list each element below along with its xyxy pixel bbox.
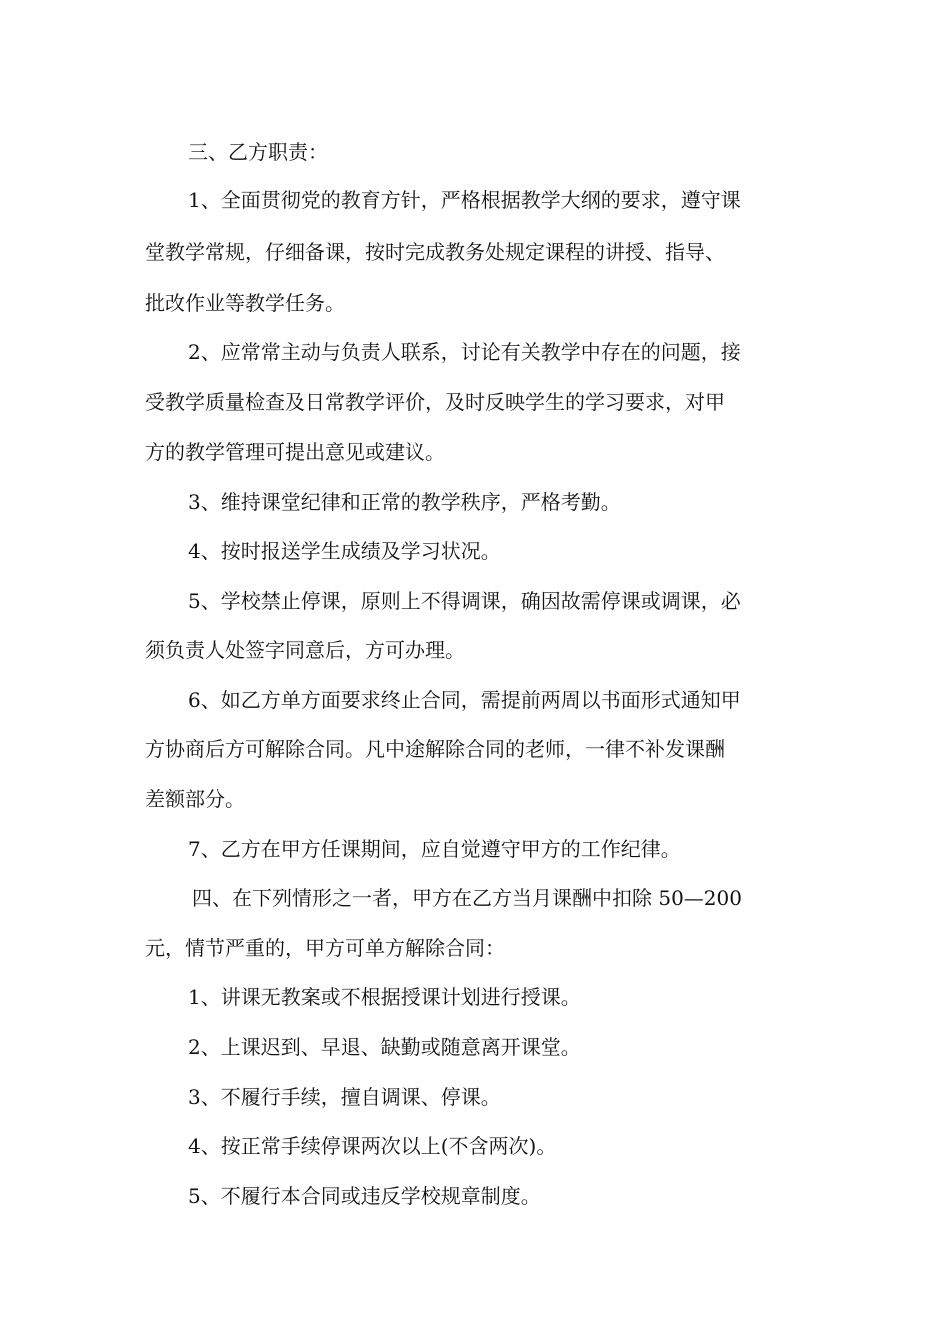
text-line: 5、学校禁止停课，原则上不得调课，确因故需停课或调课，必 [188,589,741,613]
text-line: 4、按正常手续停课两次以上(不含两次)。 [188,1134,557,1158]
text-line: 5、不履行本合同或违反学校规章制度。 [188,1184,541,1208]
text-line: 方协商后方可解除合同。凡中途解除合同的老师，一律不补发课酬 [145,737,725,761]
text-line: 批改作业等教学任务。 [145,291,345,315]
text-line: 3、维持课堂纪律和正常的教学秩序，严格考勤。 [188,490,621,514]
text-line: 7、乙方在甲方任课期间，应自觉遵守甲方的工作纪律。 [188,837,681,861]
text-line: 2、应常常主动与负责人联系，讨论有关教学中存在的问题，接 [188,340,741,364]
text-line: 4、按时报送学生成绩及学习状况。 [188,539,501,563]
text-line: 6、如乙方单方面要求终止合同，需提前两周以书面形式通知甲 [188,688,741,712]
text-line: 受教学质量检查及日常教学评价，及时反映学生的学习要求，对甲 [145,390,725,414]
section-heading-3: 三、乙方职责： [188,140,328,164]
text-line: 堂教学常规，仔细备课，按时完成教务处规定课程的讲授、指导、 [145,240,725,264]
section-heading-4: 四、在下列情形之一者，甲方在乙方当月课酬中扣除 50—200 [192,886,742,910]
text-line: 元，情节严重的，甲方可单方解除合同： [145,936,505,960]
text-line: 2、上课迟到、早退、缺勤或随意离开课堂。 [188,1035,581,1059]
text-line: 1、全面贯彻党的教育方针，严格根据教学大纲的要求，遵守课 [188,188,741,212]
text-line: 1、讲课无教案或不根据授课计划进行授课。 [188,985,581,1009]
text-line: 差额部分。 [145,787,245,811]
text-line: 方的教学管理可提出意见或建议。 [145,440,445,464]
text-line: 3、不履行手续，擅自调课、停课。 [188,1085,501,1109]
text-line: 须负责人处签字同意后，方可办理。 [145,638,465,662]
